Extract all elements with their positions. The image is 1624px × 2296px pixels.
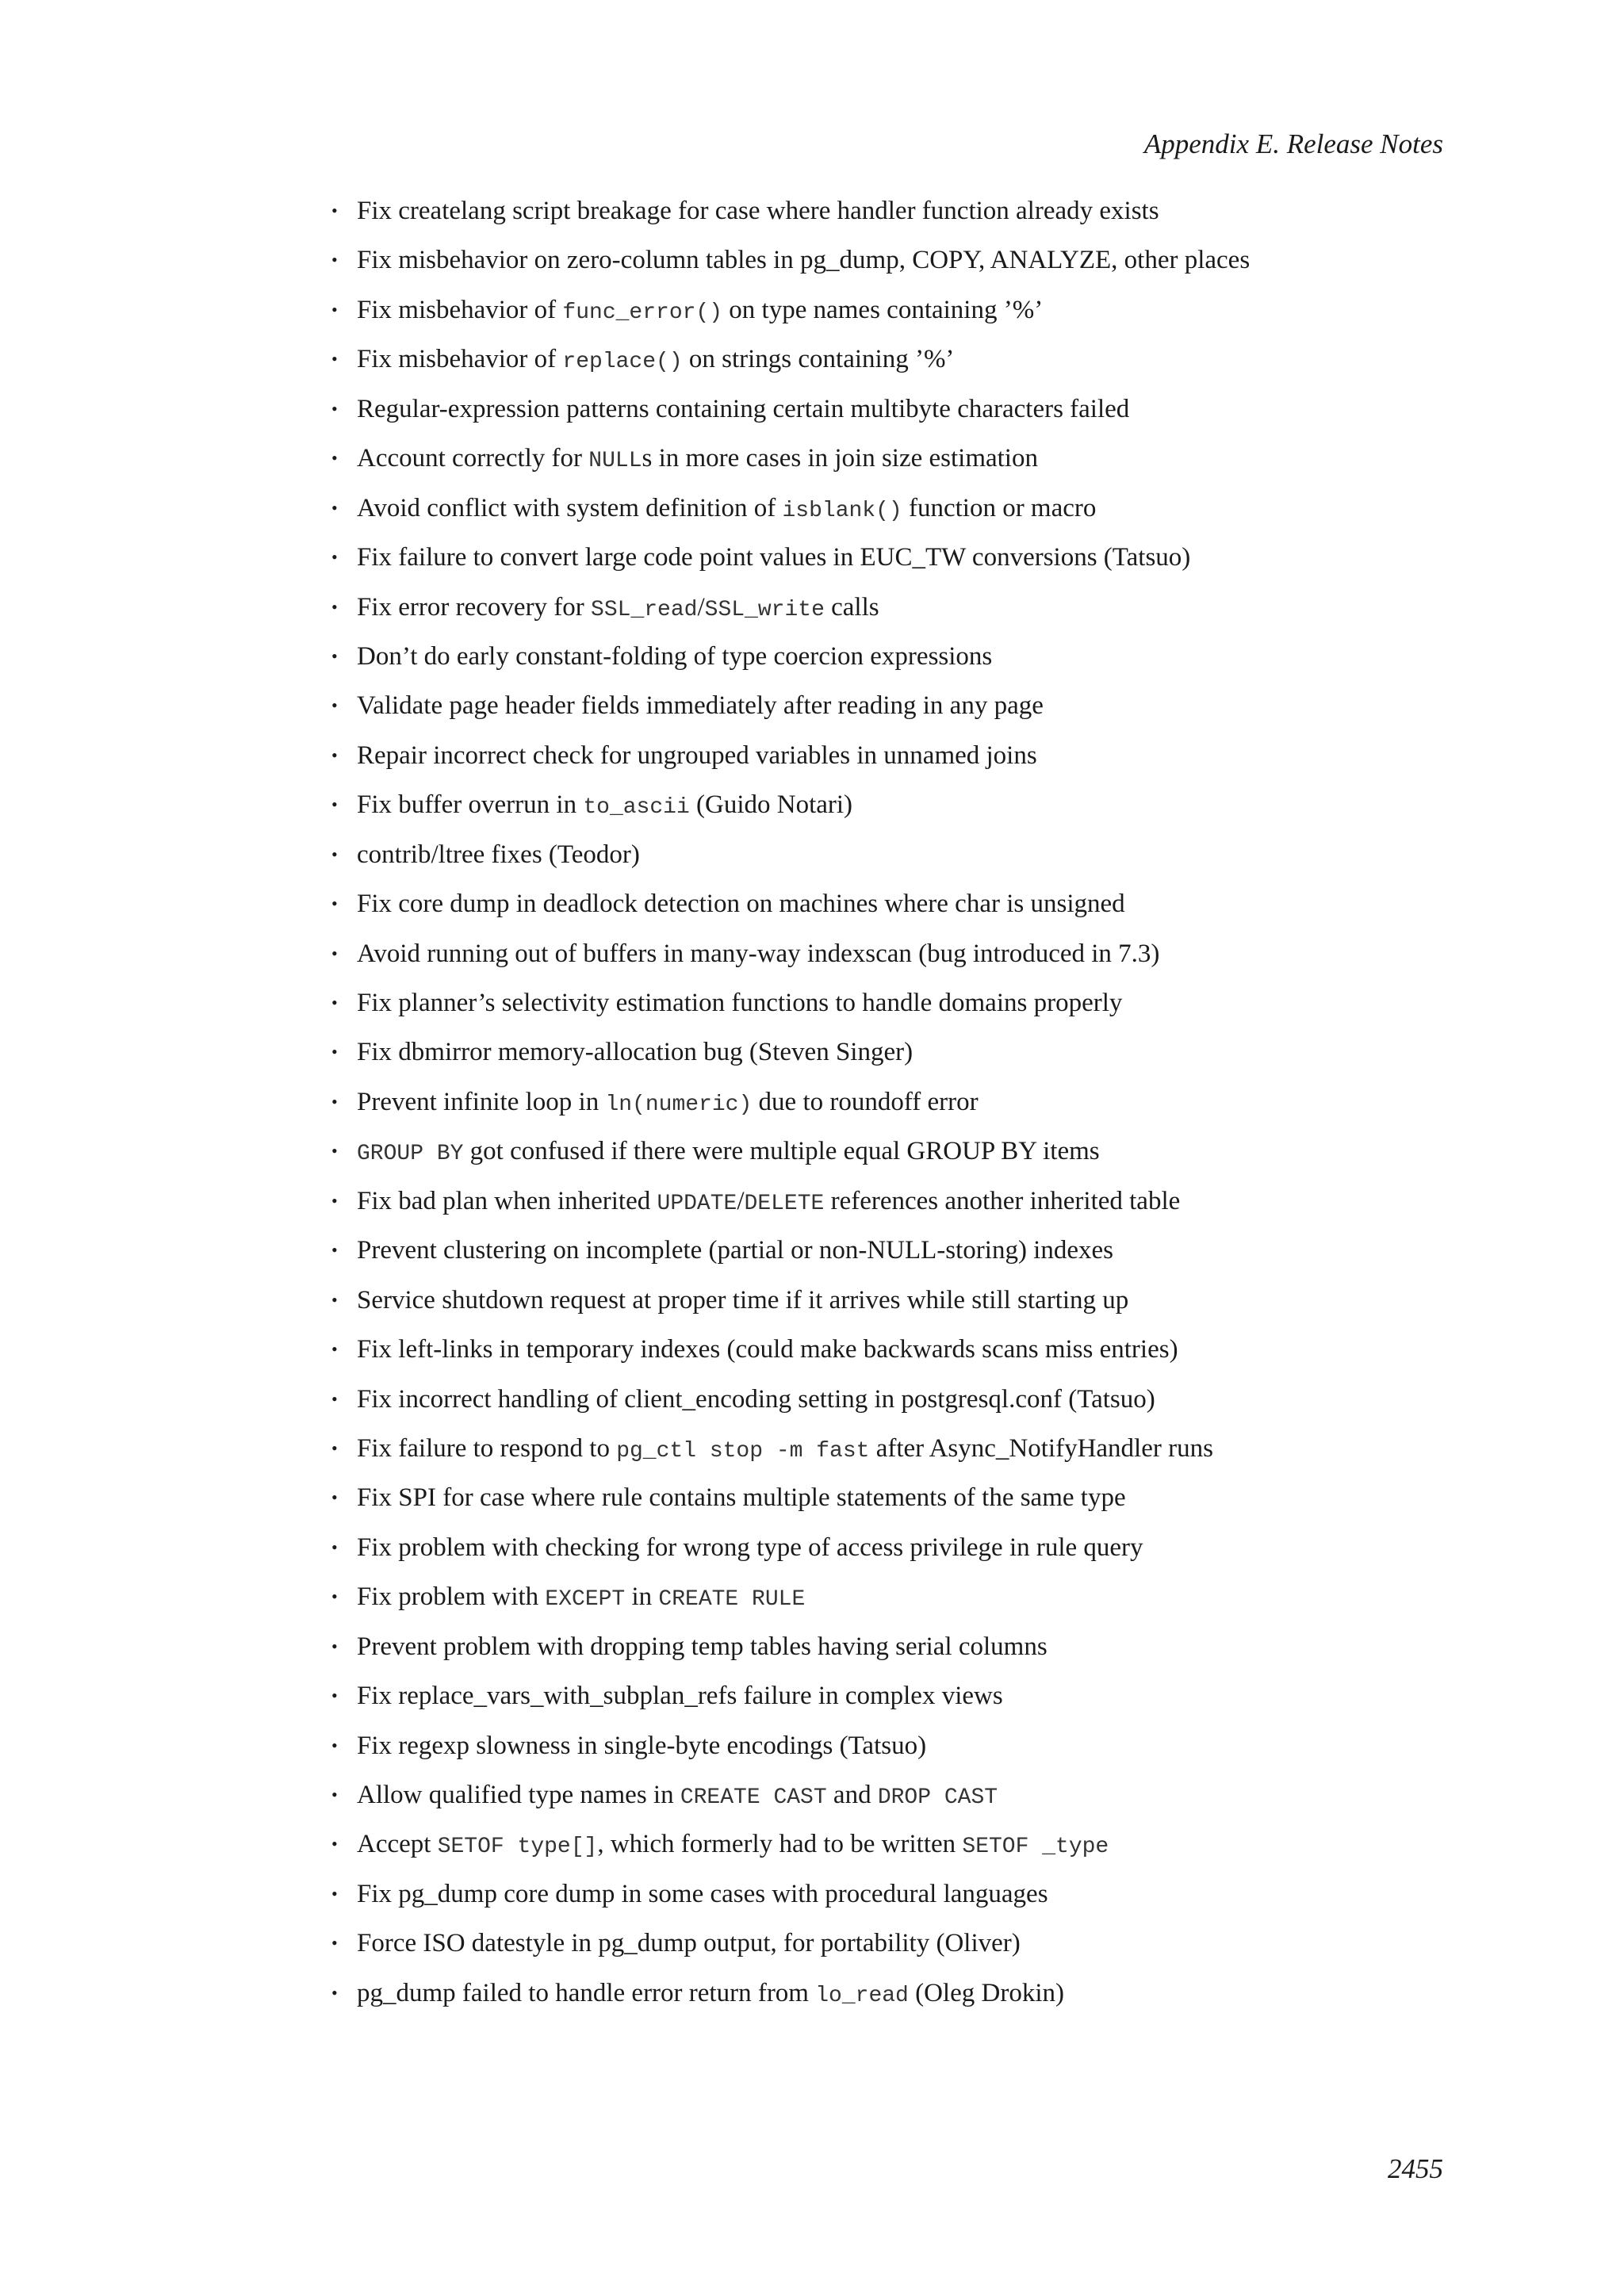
- bullet-icon: •: [331, 943, 338, 963]
- bullet-icon: •: [331, 1586, 338, 1607]
- bullet-icon: •: [331, 1437, 338, 1458]
- bullet-icon: •: [331, 349, 338, 369]
- bullet-icon: •: [331, 844, 338, 864]
- release-note-item: [331, 1728, 1481, 1777]
- code-literal: NULL: [588, 449, 642, 474]
- note-text: Force ISO datestyle in pg_dump output, for portability (Oliver): [357, 1929, 1021, 1958]
- note-text: Fix regexp slowness in single-byte encodings (Tatsuo): [357, 1731, 927, 1760]
- bullet-icon: •: [331, 1785, 338, 1804]
- page-number: 2455: [1388, 2153, 1443, 2184]
- release-note-item: [331, 1926, 1481, 1975]
- release-note-item: [331, 1035, 1481, 1084]
- note-text: Fix error recovery for: [357, 592, 592, 622]
- note-text: Fix misbehavior on zero-column tables in pg_dump, COPY, ANALYZE, other places: [357, 246, 1251, 275]
- running-header: Appendix E. Release Notes: [1143, 128, 1443, 159]
- note-text: due to roundoff error: [752, 1087, 979, 1116]
- bullet-icon: •: [331, 1091, 338, 1112]
- release-note-item: [331, 886, 1481, 936]
- code-literal: ln(numeric): [605, 1092, 753, 1117]
- release-note-item: [331, 787, 1481, 836]
- note-text: after Async_NotifyHandler runs: [869, 1433, 1213, 1463]
- bullet-icon: •: [331, 894, 338, 914]
- note-text: /: [697, 592, 705, 622]
- release-note-item: [331, 491, 1481, 540]
- release-note-item: [331, 1530, 1481, 1579]
- note-text: Avoid conflict with system definition of: [357, 493, 783, 522]
- note-text: Fix left-links in temporary indexes (could make backwards scans miss entries): [357, 1335, 1178, 1364]
- note-text: Avoid running out of buffers in many-way indexscan (bug introduced in 7.3): [357, 939, 1160, 968]
- note-text: pg_dump failed to handle error return from: [357, 1978, 816, 2007]
- note-text: (Guido Notari): [689, 790, 853, 820]
- bullet-icon: •: [331, 744, 338, 765]
- note-text: Fix misbehavior of: [357, 295, 563, 324]
- note-text: Fix bad plan when inherited: [357, 1186, 657, 1215]
- note-text: (Oleg Drokin): [908, 1978, 1064, 2007]
- note-text: Fix pg_dump core dump in some cases with procedural languages: [357, 1879, 1048, 1908]
- note-text: Allow qualified type names in: [357, 1781, 680, 1809]
- release-note-item: [331, 1382, 1481, 1431]
- release-note-item: [331, 936, 1481, 985]
- note-text: Prevent problem with dropping temp tables having serial columns: [357, 1632, 1048, 1661]
- bullet-icon: •: [331, 993, 338, 1012]
- note-text: Accept: [357, 1830, 438, 1859]
- bullet-icon: •: [331, 1735, 338, 1755]
- note-text: Don’t do early constant-folding of type coercion expressions: [357, 641, 993, 671]
- release-note-item: [331, 688, 1481, 737]
- bullet-icon: •: [331, 1388, 338, 1409]
- release-note-item: [331, 590, 1481, 639]
- release-note-item: [331, 1678, 1481, 1728]
- code-literal: DELETE: [744, 1191, 825, 1216]
- code-literal: SETOF type[]: [437, 1835, 598, 1860]
- note-text: Fix misbehavior of: [357, 345, 563, 374]
- note-text: in: [625, 1582, 659, 1612]
- bullet-icon: •: [331, 547, 338, 568]
- release-note-item: [331, 837, 1481, 886]
- bullet-icon: •: [331, 1141, 338, 1161]
- release-note-item: [331, 738, 1481, 787]
- bullet-icon: •: [331, 1487, 338, 1508]
- code-literal: to_ascii: [583, 795, 690, 821]
- release-note-item: [331, 1283, 1481, 1332]
- note-text: on strings containing ’%’: [682, 345, 955, 374]
- release-note-item: [331, 193, 1481, 243]
- bullet-icon: •: [331, 250, 338, 270]
- note-text: s in more cases in join size estimation: [642, 444, 1038, 473]
- note-text: Fix SPI for case where rule contains multiple statements of the same type: [357, 1483, 1126, 1513]
- note-text: Fix buffer overrun in: [357, 790, 584, 820]
- note-text: Account correctly for: [357, 444, 589, 473]
- release-note-item: [331, 1629, 1481, 1678]
- code-literal: replace(): [562, 350, 683, 375]
- note-text: Fix incorrect handling of client_encoding setting in postgresql.conf (Tatsuo): [357, 1384, 1155, 1414]
- bullet-icon: •: [331, 1636, 338, 1656]
- bullet-icon: •: [331, 398, 338, 419]
- bullet-icon: •: [331, 497, 338, 518]
- release-note-item: [331, 1877, 1481, 1926]
- release-note-item: [331, 392, 1481, 441]
- bullet-icon: •: [331, 1686, 338, 1706]
- note-text: Fix dbmirror memory-allocation bug (Steven Singer): [357, 1038, 914, 1067]
- note-text: Prevent clustering on incomplete (partial or non-NULL-storing) indexes: [357, 1236, 1113, 1265]
- bullet-icon: •: [331, 1536, 338, 1557]
- note-text: Prevent infinite loop in: [357, 1087, 606, 1116]
- release-note-item: [331, 1332, 1481, 1381]
- release-note-item: [331, 1184, 1481, 1233]
- note-text: Fix createlang script breakage for case where handler function already exists: [357, 197, 1159, 225]
- code-literal: pg_ctl stop -m fast: [616, 1438, 870, 1464]
- bullet-icon: •: [331, 201, 338, 220]
- note-text: /: [737, 1186, 745, 1215]
- bullet-icon: •: [331, 1883, 338, 1904]
- code-literal: lo_read: [815, 1983, 909, 2008]
- release-note-item: [331, 1976, 1481, 2025]
- release-note-item: [331, 1480, 1481, 1529]
- release-note-item: [331, 1233, 1481, 1282]
- release-note-item: [331, 342, 1481, 391]
- note-text: Fix failure to convert large code point values in EUC_TW conversions (Tatsuo): [357, 543, 1191, 572]
- bullet-icon: •: [331, 1933, 338, 1954]
- note-text: Fix planner’s selectivity estimation functions to handle domains properly: [357, 989, 1123, 1017]
- bullet-icon: •: [331, 1240, 338, 1261]
- bullet-icon: •: [331, 695, 338, 716]
- note-text: contrib/ltree fixes (Teodor): [357, 840, 640, 869]
- code-literal: EXCEPT: [545, 1587, 626, 1613]
- bullet-icon: •: [331, 794, 338, 815]
- note-text: function or macro: [902, 493, 1097, 522]
- note-text: Fix problem with checking for wrong type of access privilege in rule query: [357, 1533, 1143, 1562]
- bullet-icon: •: [331, 645, 338, 666]
- bullet-icon: •: [331, 1289, 338, 1310]
- note-text: Fix failure to respond to: [357, 1433, 617, 1463]
- release-note-item: [331, 1827, 1481, 1876]
- bullet-icon: •: [331, 596, 338, 617]
- note-text: Fix problem with: [357, 1582, 546, 1612]
- release-note-item: [331, 1579, 1481, 1628]
- note-text: references another inherited table: [824, 1186, 1181, 1215]
- code-literal: CREATE RULE: [658, 1587, 806, 1613]
- bullet-icon: •: [331, 299, 338, 320]
- note-text: Regular-expression patterns containing certain multibyte characters failed: [357, 394, 1130, 423]
- note-text: Repair incorrect check for ungrouped variables in unnamed joins: [357, 740, 1037, 770]
- code-literal: UPDATE: [657, 1191, 737, 1216]
- code-literal: SETOF _type: [962, 1835, 1109, 1860]
- release-note-item: [331, 540, 1481, 589]
- code-literal: SSL_read: [591, 597, 698, 622]
- bullet-icon: •: [331, 1190, 338, 1211]
- note-text: Service shutdown request at proper time if it arrives while still starting up: [357, 1285, 1129, 1314]
- bullet-icon: •: [331, 1834, 338, 1854]
- bullet-icon: •: [331, 448, 338, 469]
- release-note-item: [331, 1777, 1481, 1827]
- code-literal: DROP CAST: [877, 1785, 998, 1810]
- bullet-icon: •: [331, 1339, 338, 1360]
- release-note-item: [331, 293, 1481, 342]
- code-literal: SSL_write: [704, 597, 825, 622]
- bullet-icon: •: [331, 1982, 338, 2003]
- note-text: Fix core dump in deadlock detection on machines where char is unsigned: [357, 890, 1125, 919]
- code-literal: CREATE CAST: [680, 1785, 827, 1810]
- note-text: on type names containing ’%’: [722, 295, 1044, 324]
- note-text: Fix replace_vars_with_subplan_refs failure in complex views: [357, 1682, 1003, 1711]
- release-note-item: [331, 1431, 1481, 1480]
- bullet-icon: •: [331, 1042, 338, 1062]
- release-note-item: [331, 243, 1481, 292]
- note-text: Validate page header fields immediately after reading in any page: [357, 691, 1044, 721]
- release-note-item: [331, 1085, 1481, 1134]
- release-note-item: [331, 639, 1481, 688]
- release-note-item: [331, 985, 1481, 1035]
- code-literal: GROUP BY: [357, 1142, 464, 1167]
- note-text: calls: [824, 592, 879, 622]
- code-literal: isblank(): [782, 498, 902, 523]
- release-notes-list: [331, 193, 1481, 2025]
- note-text: and: [826, 1781, 878, 1809]
- note-text: got confused if there were multiple equal GROUP BY items: [463, 1137, 1100, 1166]
- code-literal: func_error(): [562, 300, 723, 325]
- release-note-item: [331, 441, 1481, 490]
- release-note-item: [331, 1134, 1481, 1183]
- note-text: , which formerly had to be written: [597, 1830, 963, 1859]
